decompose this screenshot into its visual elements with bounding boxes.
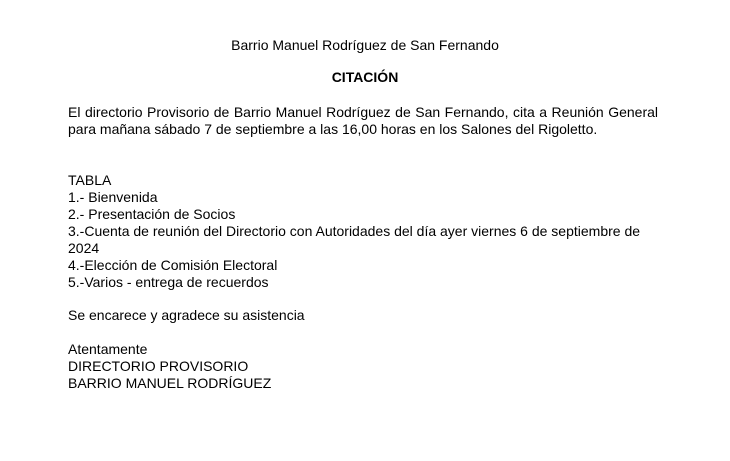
agenda-item: 2.- Presentación de Socios [68, 206, 236, 222]
agenda-item: 4.-Elección de Comisión Electoral [68, 257, 278, 273]
document-title: CITACIÓN [331, 69, 399, 85]
agenda-heading: TABLA [68, 172, 112, 188]
signature-salutation: Atentamente [68, 341, 148, 357]
intro-paragraph [68, 104, 658, 138]
signature-line-2: BARRIO MANUEL RODRÍGUEZ [68, 375, 272, 391]
intro-text: El directorio Provisorio de Barrio Manuel Rodríguez de San Fernando, cita a Reunión General para mañana sábado 7 de septiembre a las 16,00 horas en los Salones del Rigoletto. [68, 104, 658, 137]
closing-line: Se encarece y agradece su asistencia [68, 307, 305, 323]
agenda-item: 3.-Cuenta de reunión del Directorio con Autoridades del día ayer viernes 6 de septiembre de 2024 [68, 223, 641, 256]
signature-block [68, 341, 658, 392]
document-header: Barrio Manuel Rodríguez de San Fernando [231, 37, 499, 53]
agenda-item: 1.- Bienvenida [68, 189, 158, 205]
agenda-section [68, 172, 658, 291]
signature-line-1: DIRECTORIO PROVISORIO [68, 358, 249, 374]
agenda-item: 5.-Varios - entrega de recuerdos [68, 274, 269, 290]
